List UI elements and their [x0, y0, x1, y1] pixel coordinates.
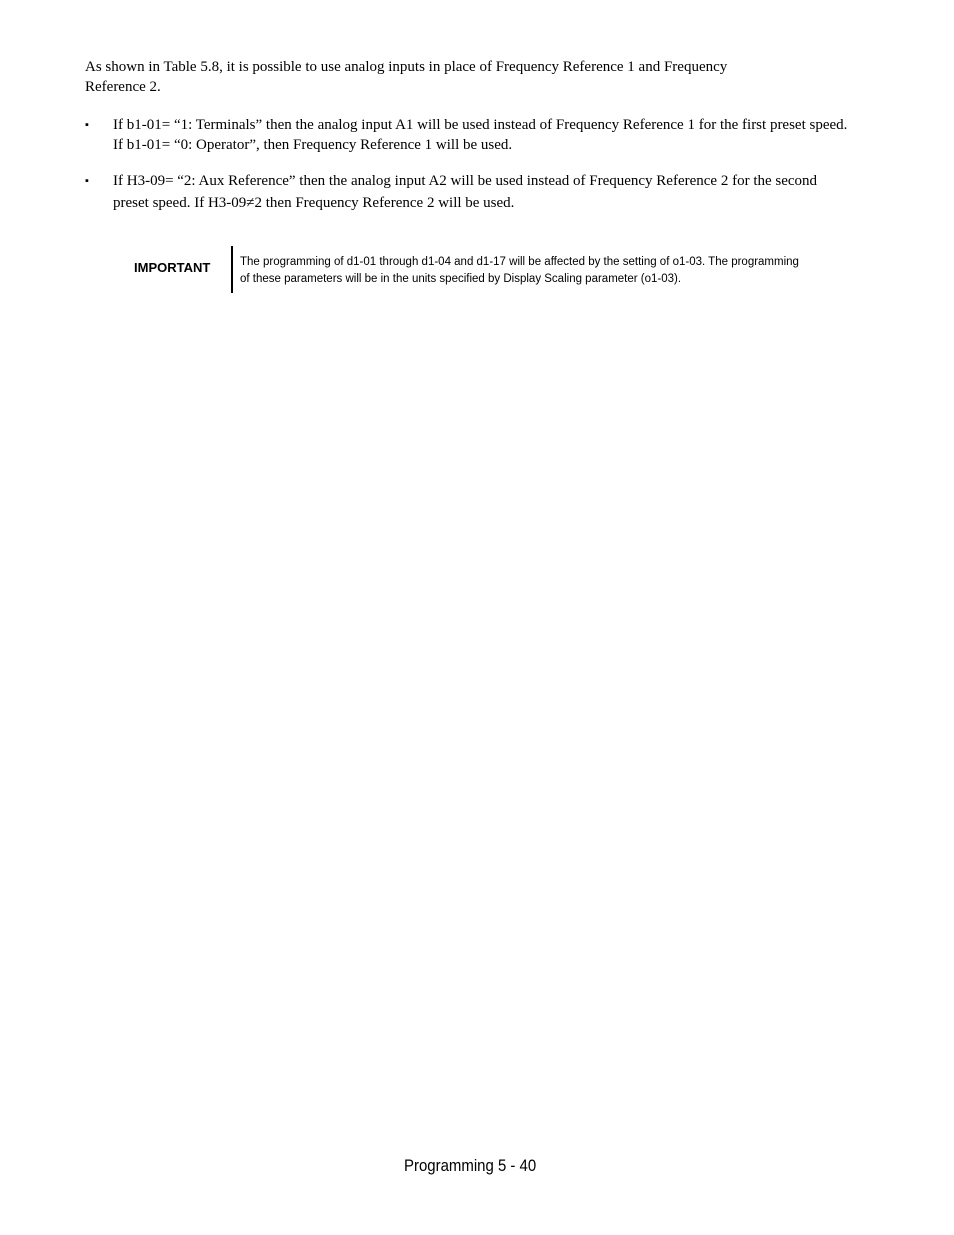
important-label: IMPORTANT [134, 260, 211, 275]
bullet-1-line-2: If b1-01= “0: Operator”, then Frequency Reference 1 will be used. [113, 137, 513, 153]
bullet-2-line-1: If H3-09= “2: Aux Reference” then the analog input A2 will be used instead of Frequency Reference 2 for the second [113, 173, 818, 189]
important-note [120, 246, 860, 293]
important-text [240, 254, 855, 288]
bullet-2-line-2: preset speed. If H3-09≠2 then Frequency Reference 2 will be used. [113, 195, 515, 211]
important-divider [231, 246, 233, 293]
intro-line-2: Reference 2. [85, 79, 161, 95]
bullet-square-icon: ▪ [85, 175, 89, 187]
bullet-item-1 [85, 115, 885, 155]
important-line-1: The programming of d1-01 through d1-04 and d1-17 will be affected by the setting of o1-03. The programming [240, 256, 799, 268]
bullet-text-2 [113, 171, 885, 213]
intro-line-1: As shown in Table 5.8, it is possible to use analog inputs in place of Frequency Reference 1 and Frequency [85, 59, 728, 75]
bullet-square-icon: ▪ [85, 119, 89, 131]
intro-paragraph [85, 57, 805, 97]
bullet-item-2 [85, 171, 885, 213]
page-footer: Programming 5 - 40 [404, 1156, 537, 1175]
bullet-text-1 [113, 115, 885, 155]
bullet-1-line-1: If b1-01= “1: Terminals” then the analog input A1 will be used instead of Frequency Reference 1 for the first preset speed. [113, 117, 848, 133]
important-line-2: of these parameters will be in the units specified by Display Scaling parameter (o1-03). [240, 273, 682, 285]
